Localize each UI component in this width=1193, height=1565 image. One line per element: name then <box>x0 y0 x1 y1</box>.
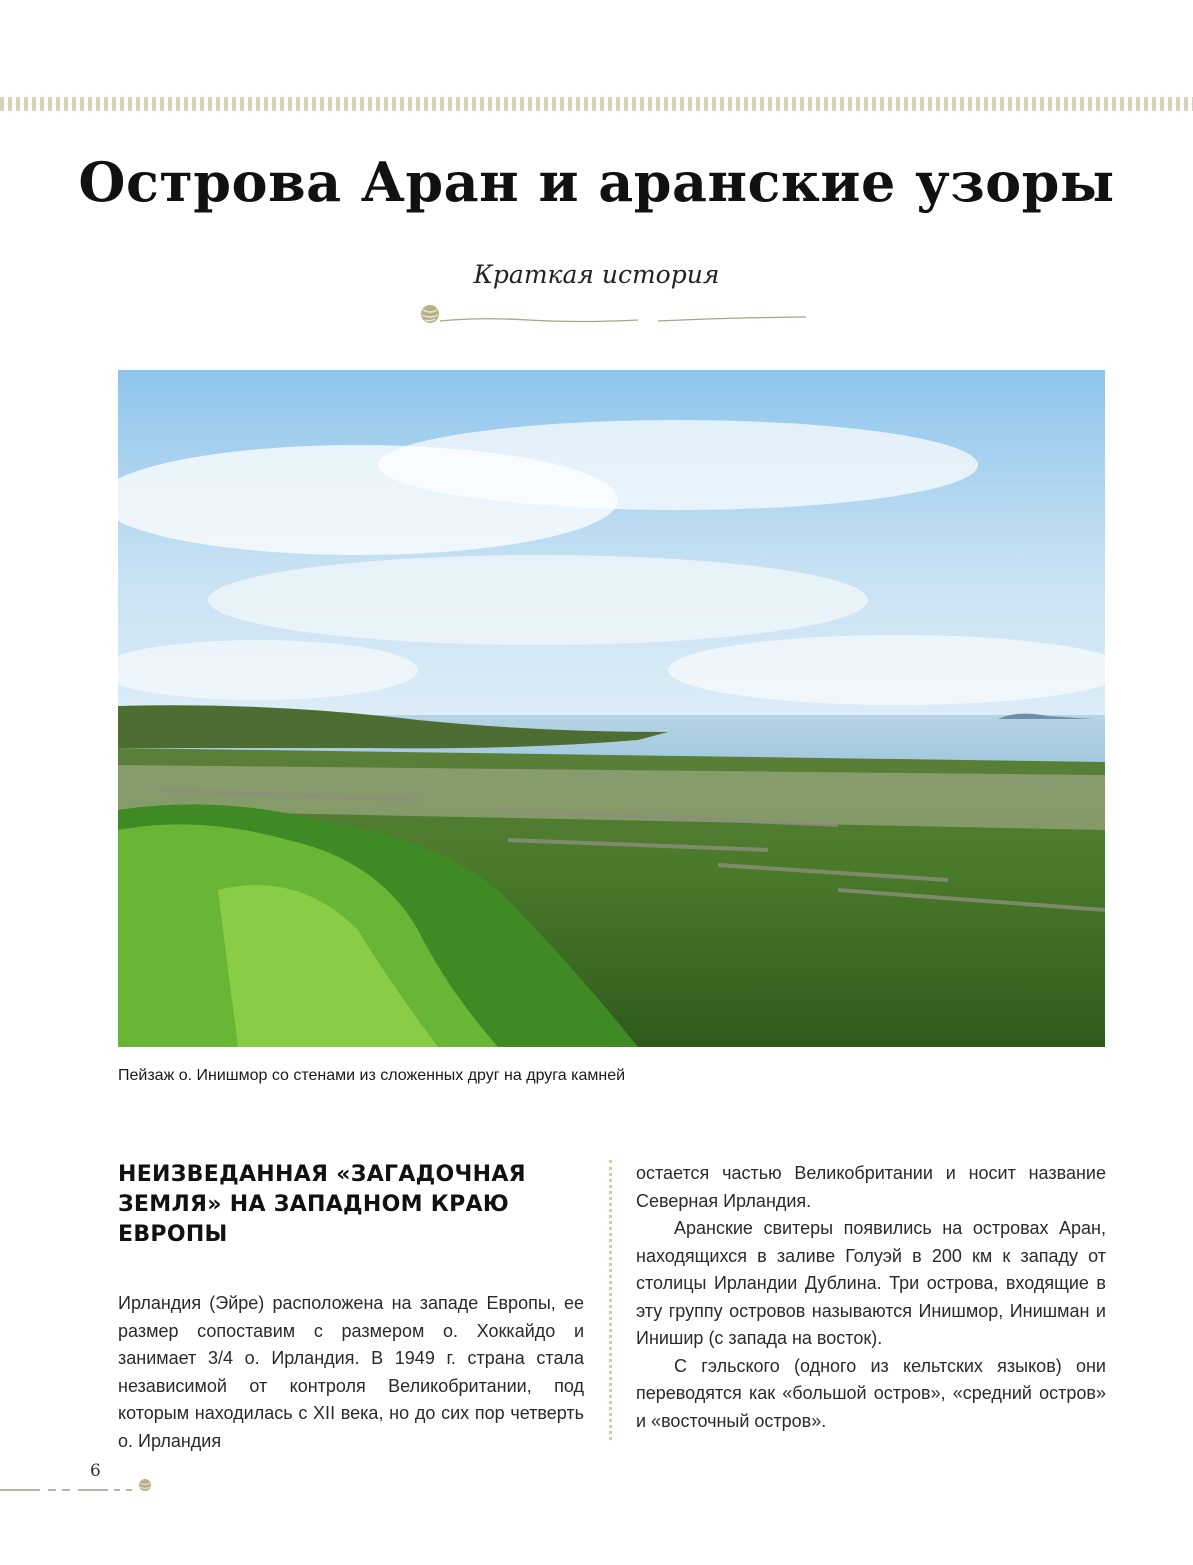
yarn-ball-divider <box>418 300 810 330</box>
right-column <box>636 1160 1106 1435</box>
body-paragraph: Ирландия (Эйре) расположена на западе Европы, ее размер сопоставим с размером о. Хоккайдо и занимает 3/4 о. Ирландия. В 1949 г. страна стала независимой от контроля Великобритании, под которым находилась с XII века, но до сих пор четверть о. Ирландия <box>118 1293 584 1451</box>
left-column <box>118 1160 584 1455</box>
page-title: Острова Аран и аранские узоры <box>78 150 1115 214</box>
photo-caption: Пейзаж о. Инишмор со стенами из сложенных друг на друга камней <box>118 1067 626 1084</box>
body-paragraph: остается частью Великобритании и носит название Северная Ирландия. <box>636 1163 1106 1211</box>
page-number: 6 <box>90 1461 101 1481</box>
footer-yarn-decoration <box>0 1466 160 1496</box>
page-subtitle: Краткая история <box>473 260 720 289</box>
landscape-photo <box>118 370 1105 1047</box>
section-heading: НЕИЗВЕДАННАЯ «ЗАГАДОЧНАЯ ЗЕМЛЯ» НА ЗАПАДНОМ КРАЮ ЕВРОПЫ <box>118 1162 526 1247</box>
body-paragraph: Аранские свитеры появились на островах Аран, находящихся в заливе Голуэй в 200 км к западу от столицы Ирландии Дублина. Три острова, входящие в эту группу островов называются Инишмор, Инишман и Инишир (с запада на восток). <box>636 1218 1106 1348</box>
column-divider <box>609 1160 612 1440</box>
top-dotted-border <box>0 97 1193 111</box>
body-paragraph: С гэльского (одного из кельтских языков) они переводятся как «большой остров», «средний остров» и «восточный остров». <box>636 1355 1106 1431</box>
yarn-ball-icon <box>139 1479 151 1491</box>
yarn-ball-icon <box>421 305 439 323</box>
